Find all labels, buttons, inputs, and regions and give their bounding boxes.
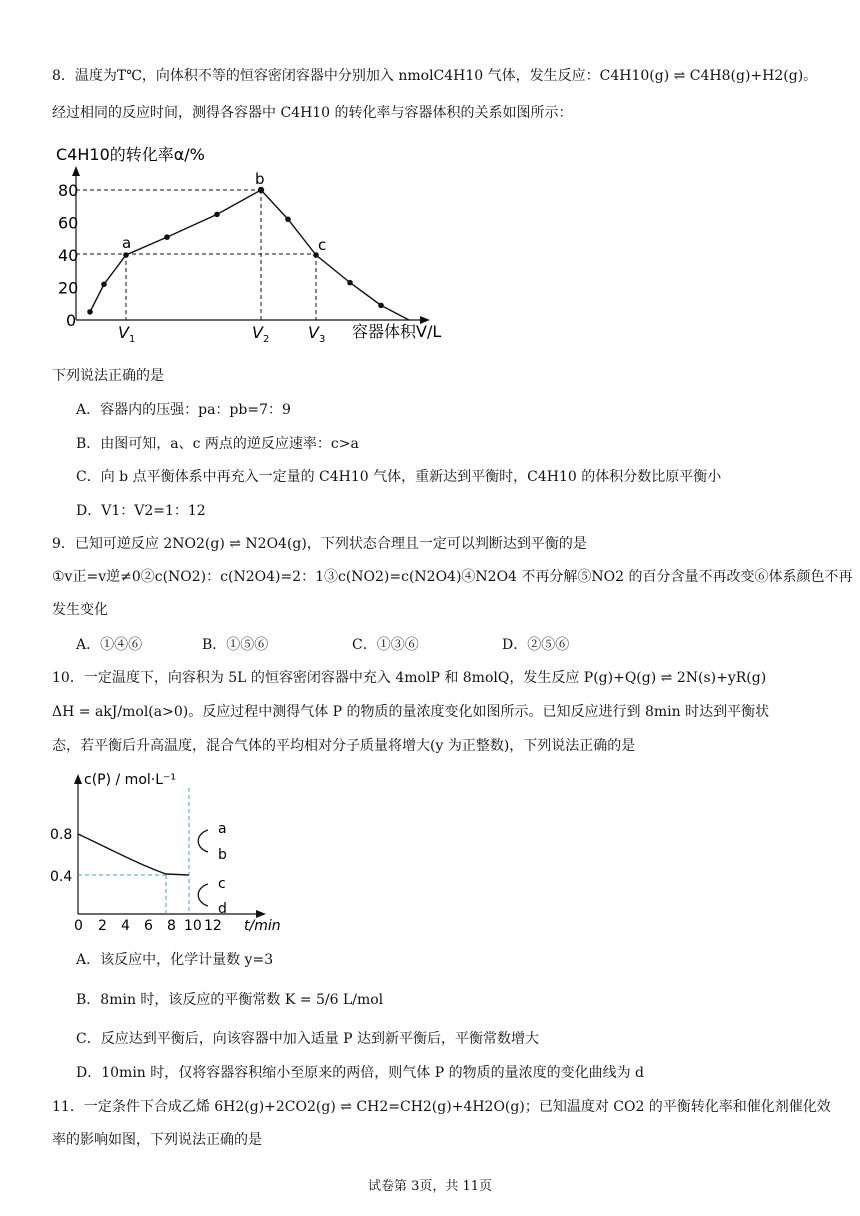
q9-option-c[interactable]: C．①③⑥ [352, 637, 419, 653]
fig1-y-arrow [72, 166, 80, 176]
xtick-2: 2 [98, 918, 107, 934]
fig2-y-arrow [74, 774, 82, 784]
fig2-xlabel: t/min [244, 918, 281, 934]
conversion-volume-chart [52, 138, 472, 350]
q10-stem-line1: 10．一定温度下，向容积为 5L 的恒容密闭容器中充入 4molP 和 8molQ，发生反应 P(g)+Q(g) ⇌ 2N(s)+yR(g) [52, 670, 767, 686]
q9-option-a[interactable]: A．①④⑥ [76, 637, 143, 653]
xtick-12: 12 [204, 918, 222, 934]
q8-stem-line1: 8．温度为T℃，向体积不等的恒容密闭容器中分别加入 nmolC4H10 气体，发生反应：C4H10(g) ⇌ C4H8(g)+H2(g)。 [52, 68, 818, 84]
fig1-ylabel: C4H10的转化率α/% [56, 145, 205, 164]
q9-option-d[interactable]: D．②⑤⑥ [502, 637, 570, 653]
q9-stem-line3: 发生变化 [52, 602, 108, 618]
xtick-v3: $V_3$ [308, 323, 326, 345]
data-point [101, 281, 107, 287]
q9-option-b[interactable]: B．①⑤⑥ [202, 637, 269, 653]
q9-stem-line2: ①v正=v逆≠0②c(NO2)：c(N2O4)=2：1③c(NO2)=c(N2O4)④N2O4 不再分解⑤NO2 的百分含量不再改变⑥体系颜色不再 [52, 569, 853, 585]
data-point [214, 212, 220, 218]
q10-option-d[interactable]: D．10min 时，仅将容器容积缩小至原来的两倍，则气体 P 的物质的量浓度的变化曲线为 d [76, 1065, 644, 1081]
q10-option-c[interactable]: C．反应达到平衡后，向该容器中加入适量 P 达到新平衡后，平衡常数增大 [76, 1031, 540, 1047]
curve-label-c: c [218, 876, 226, 892]
xtick-10: 10 [184, 918, 202, 934]
ytick-0.4: 0.4 [50, 869, 73, 885]
data-point [347, 280, 353, 286]
q8-option-c[interactable]: C．向 b 点平衡体系中再充入一定量的 C4H10 气体，重新达到平衡时，C4H10 的体积分数比原平衡小 [76, 469, 722, 485]
data-point [123, 252, 129, 258]
concentration-curve [78, 834, 189, 875]
q10-option-b[interactable]: B．8min 时，该反应的平衡常数 K = 5/6 L/mol [76, 992, 384, 1008]
q8-option-b[interactable]: B．由图可知，a、c 两点的逆反应速率：c>a [76, 436, 359, 452]
curve-a-b [198, 830, 208, 852]
q8-stem-line2: 经过相同的反应时间，测得各容器中 C4H10 的转化率与容器体积的关系如图所示： [52, 105, 573, 121]
point-label-a: a [122, 234, 132, 252]
ytick-40: 40 [58, 246, 79, 265]
curve-label-a: a [218, 821, 227, 837]
data-point [164, 234, 170, 240]
q9-stem-line1: 9．已知可逆反应 2NO2(g) ⇌ N2O4(g)，下列状态合理且一定可以判断达到平衡的是 [52, 536, 587, 552]
page-footer: 试卷第 3页，共 11页 [367, 1179, 493, 1194]
data-point [87, 309, 93, 315]
q11-stem-line1: 11．一定条件下合成乙烯 6H2(g)+2CO2(g) ⇌ CH2=CH2(g)+4H2O(g)；已知温度对 CO2 的平衡转化率和催化剂催化效 [52, 1099, 831, 1115]
q10-stem-line3: 态，若平衡后升高温度，混合气体的平均相对分子质量将增大(y 为正整数)，下列说法正确的是 [52, 738, 636, 754]
curve-label-d: d [218, 901, 227, 917]
fig2-x-arrow [256, 910, 266, 918]
xtick-8: 8 [167, 918, 176, 934]
conversion-curve [90, 190, 409, 320]
q8-option-a[interactable]: A．容器内的压强：pa：pb=7：9 [76, 402, 291, 418]
xtick-4: 4 [121, 918, 130, 934]
xtick-v2: $V_2$ [252, 323, 270, 345]
q10-option-a[interactable]: A．该反应中，化学计量数 y=3 [76, 952, 274, 968]
ytick-60: 60 [58, 213, 79, 233]
q10-stem-line2: ΔH = akJ/mol(a>0)。反应过程中测得气体 P 的物质的量浓度变化如图所示。已知反应进行到 8min 时达到平衡状 [52, 704, 770, 720]
xtick-v1: $V_1$ [118, 323, 136, 345]
concentration-time-chart [48, 768, 298, 940]
data-point [378, 303, 384, 309]
ytick-80: 80 [58, 181, 79, 200]
q8-option-d[interactable]: D．V1：V2=1：12 [76, 503, 206, 519]
xtick-6: 6 [144, 918, 153, 934]
curve-c-d [198, 884, 208, 906]
q11-stem-line2: 率的影响如图，下列说法正确的是 [52, 1132, 262, 1148]
ytick-20: 20 [58, 278, 79, 298]
ytick-0.8: 0.8 [50, 827, 73, 843]
point-label-c: c [318, 236, 327, 254]
curve-label-b: b [218, 847, 227, 863]
xtick-0: 0 [74, 918, 83, 934]
q8-prompt: 下列说法正确的是 [52, 368, 164, 384]
data-point [285, 216, 291, 222]
ytick-0: 0 [66, 311, 77, 330]
fig1-xlabel: 容器体积V/L [352, 322, 442, 341]
point-label-b: b [255, 170, 265, 188]
fig2-ylabel: c(P) / mol·L⁻¹ [84, 772, 177, 788]
